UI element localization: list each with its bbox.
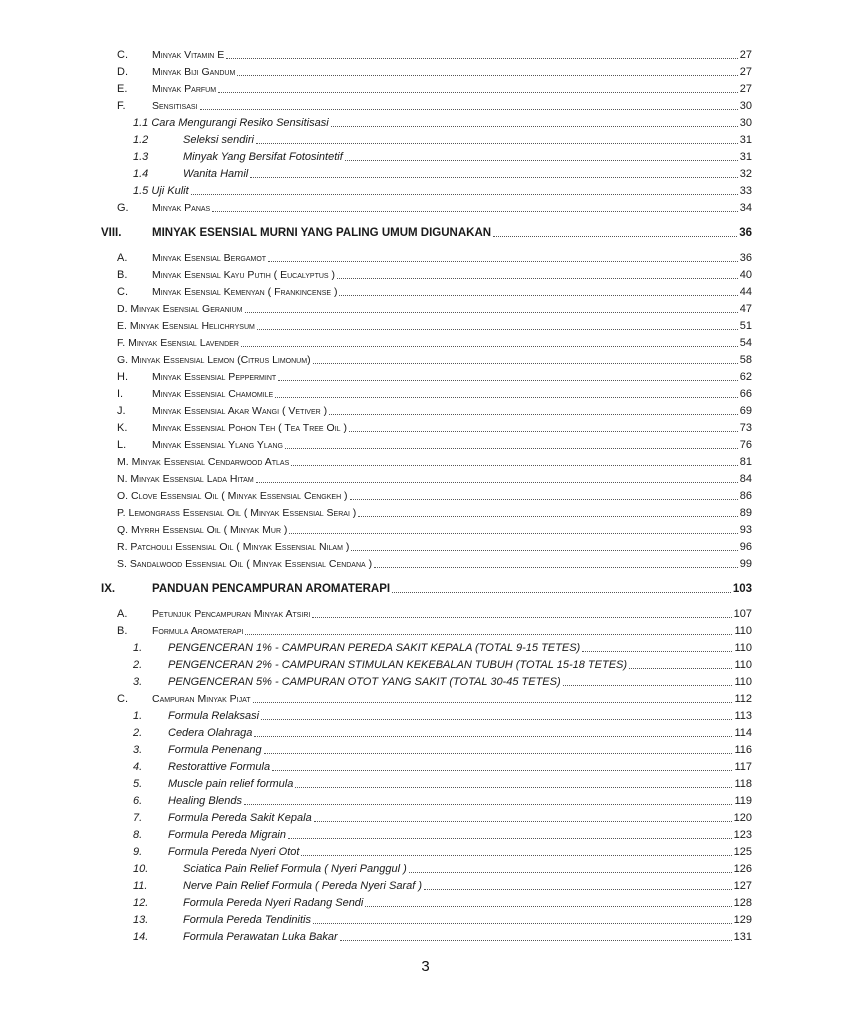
dot-leader bbox=[424, 888, 732, 890]
dot-leader bbox=[365, 905, 731, 907]
toc-title: Minyak Esensial Bergamot bbox=[152, 252, 267, 264]
toc-title: M. Minyak Essensial Cendarwood Atlas bbox=[117, 456, 290, 468]
dot-leader bbox=[314, 820, 732, 822]
dot-leader bbox=[582, 650, 732, 652]
toc-entry[interactable] bbox=[0, 620, 851, 637]
toc-entry[interactable] bbox=[0, 332, 851, 349]
toc-title: Petunjuk Pencampuran Minyak Atsiri bbox=[152, 608, 311, 620]
toc-page-number: 110 bbox=[734, 642, 752, 654]
toc-title: Sensitisasi bbox=[152, 100, 198, 112]
toc-title: R. Patchouli Essensial Oil ( Minyak Essensial Nilam ) bbox=[117, 541, 350, 553]
toc-title: PENGENCERAN 2% - CAMPURAN STIMULAN KEKEBALAN TUBUH (TOTAL 15-18 TETES) bbox=[168, 659, 628, 671]
toc-title: PANDUAN PENCAMPURAN AROMATERAPI bbox=[152, 583, 391, 595]
toc-entry[interactable] bbox=[0, 502, 851, 519]
dot-leader bbox=[200, 108, 738, 110]
toc-page-number: 44 bbox=[739, 286, 752, 298]
toc-page-number: 54 bbox=[739, 337, 752, 349]
toc-title: Formula Pereda Nyeri Otot bbox=[168, 846, 300, 858]
toc-number: A. bbox=[117, 252, 128, 264]
toc-entry[interactable] bbox=[0, 112, 851, 129]
toc-title: Sciatica Pain Relief Formula ( Nyeri Panggul ) bbox=[183, 863, 407, 875]
toc-title: Healing Blends bbox=[168, 795, 242, 807]
toc-number: 1.3 bbox=[133, 151, 149, 163]
toc-number: 2. bbox=[133, 727, 143, 739]
toc-page-number: 126 bbox=[733, 863, 752, 875]
toc-page-number: 120 bbox=[733, 812, 752, 824]
toc-title: P. Lemongrass Essensial Oil ( Minyak Essensial Serai ) bbox=[117, 507, 357, 519]
toc-title: Minyak Esensial Kayu Putih ( Eucalyptus ) bbox=[152, 269, 336, 281]
toc-page-number: 103 bbox=[732, 583, 752, 595]
toc-title: PENGENCERAN 1% - CAMPURAN PEREDA SAKIT KEPALA (TOTAL 9-15 TETES) bbox=[168, 642, 581, 654]
dot-leader bbox=[275, 396, 738, 398]
dot-leader bbox=[337, 277, 738, 279]
toc-page-number: 118 bbox=[734, 778, 752, 790]
dot-leader bbox=[493, 235, 737, 237]
toc-number: C. bbox=[117, 49, 128, 61]
toc-page-number: 69 bbox=[739, 405, 752, 417]
toc-number: 12. bbox=[133, 897, 149, 909]
toc-number: K. bbox=[117, 422, 128, 434]
dot-leader bbox=[253, 701, 733, 703]
toc-title: Minyak Essensial Akar Wangi ( Vetiver ) bbox=[152, 405, 328, 417]
toc-title: D. Minyak Esensial Geranium bbox=[117, 303, 243, 315]
toc-number: 11. bbox=[133, 880, 148, 892]
toc-entry[interactable] bbox=[0, 553, 851, 570]
dot-leader bbox=[301, 854, 731, 856]
toc-title: S. Sandalwood Essensial Oil ( Minyak Essensial Cendana ) bbox=[117, 558, 373, 570]
toc-entry[interactable] bbox=[0, 909, 851, 926]
toc-entry[interactable] bbox=[0, 400, 851, 417]
toc-number: 13. bbox=[133, 914, 149, 926]
toc-number: A. bbox=[117, 608, 128, 620]
toc-page-number: 76 bbox=[739, 439, 752, 451]
toc-page-number: 125 bbox=[733, 846, 752, 858]
toc-entry[interactable] bbox=[0, 468, 851, 485]
dot-leader bbox=[340, 939, 732, 941]
toc-page-number: 31 bbox=[739, 134, 752, 146]
toc-entry[interactable] bbox=[0, 146, 851, 163]
toc-number: 1.2 bbox=[133, 134, 149, 146]
dot-leader bbox=[254, 735, 732, 737]
dot-leader bbox=[409, 871, 732, 873]
toc-page-number: 129 bbox=[733, 914, 752, 926]
toc-number: D. bbox=[117, 66, 128, 78]
toc-title: Formula Pereda Tendinitis bbox=[183, 914, 311, 926]
toc-page-number: 99 bbox=[739, 558, 752, 570]
toc-entry[interactable] bbox=[0, 739, 851, 756]
dot-leader bbox=[331, 125, 738, 127]
toc-title: Formula Pereda Sakit Kepala bbox=[168, 812, 312, 824]
dot-leader bbox=[288, 837, 732, 839]
dot-leader bbox=[312, 616, 731, 618]
toc-number: E. bbox=[117, 83, 128, 95]
toc-entry[interactable] bbox=[0, 61, 851, 78]
toc-page-number: 107 bbox=[733, 608, 752, 620]
toc-page-number: 27 bbox=[739, 49, 752, 61]
toc-title: Minyak Panas bbox=[152, 202, 211, 214]
toc-page-number: 27 bbox=[739, 66, 752, 78]
toc-entry[interactable] bbox=[0, 247, 851, 264]
toc-title: Formula Pereda Migrain bbox=[168, 829, 286, 841]
toc-title: PENGENCERAN 5% - CAMPURAN OTOT YANG SAKIT (TOTAL 30-45 TETES) bbox=[168, 676, 561, 688]
dot-leader bbox=[237, 74, 737, 76]
toc-number: 10. bbox=[133, 863, 149, 875]
toc-entry[interactable] bbox=[0, 78, 851, 95]
toc-number: C. bbox=[117, 693, 128, 705]
toc-entry[interactable] bbox=[0, 383, 851, 400]
toc-page-number: 34 bbox=[739, 202, 752, 214]
toc-title: Minyak Parfum bbox=[152, 83, 217, 95]
dot-leader bbox=[226, 57, 737, 59]
toc-number: H. bbox=[117, 371, 128, 383]
toc-entry[interactable] bbox=[0, 722, 851, 739]
toc-title: Minyak Essensial Chamomile bbox=[152, 388, 274, 400]
toc-entry[interactable] bbox=[0, 315, 851, 332]
dot-leader bbox=[313, 362, 738, 364]
toc-page-number: 86 bbox=[739, 490, 752, 502]
dot-leader bbox=[358, 515, 737, 517]
dot-leader bbox=[339, 294, 737, 296]
toc-number: IX. bbox=[101, 583, 116, 595]
toc-entry[interactable] bbox=[0, 578, 851, 595]
toc-title: Restorattive Formula bbox=[168, 761, 271, 773]
toc-entry[interactable] bbox=[0, 807, 851, 824]
toc-entry[interactable] bbox=[0, 875, 851, 892]
toc-page-number: 128 bbox=[733, 897, 752, 909]
dot-leader bbox=[256, 142, 738, 144]
toc-page-number: 62 bbox=[739, 371, 752, 383]
toc-title: Q. Myrrh Essensial Oil ( Minyak Mur ) bbox=[117, 524, 288, 536]
toc-page-number: 36 bbox=[739, 252, 752, 264]
toc-entry[interactable] bbox=[0, 349, 851, 366]
dot-leader bbox=[629, 667, 732, 669]
dot-leader bbox=[241, 345, 738, 347]
toc-page-number: 51 bbox=[739, 320, 752, 332]
toc-number: J. bbox=[117, 405, 126, 417]
toc-entry[interactable] bbox=[0, 705, 851, 722]
toc-title: 1.1 Cara Mengurangi Resiko Sensitisasi bbox=[133, 117, 329, 129]
toc-entry[interactable] bbox=[0, 926, 851, 943]
toc-number: 7. bbox=[133, 812, 143, 824]
toc-page-number: 127 bbox=[733, 880, 752, 892]
page-number: 3 bbox=[421, 958, 430, 975]
toc-title: Nerve Pain Relief Formula ( Pereda Nyeri Saraf ) bbox=[183, 880, 423, 892]
dot-leader bbox=[212, 210, 738, 212]
dot-leader bbox=[244, 803, 732, 805]
dot-leader bbox=[264, 752, 733, 754]
toc-entry[interactable] bbox=[0, 756, 851, 773]
toc-entry[interactable] bbox=[0, 654, 851, 671]
toc-page-number: 58 bbox=[739, 354, 752, 366]
toc-page-number: 114 bbox=[734, 727, 752, 739]
toc-number: 1.4 bbox=[133, 168, 149, 180]
toc-page-number: 27 bbox=[739, 83, 752, 95]
toc-page-number: 116 bbox=[734, 744, 752, 756]
toc-page-number: 89 bbox=[739, 507, 752, 519]
dot-leader bbox=[256, 481, 738, 483]
dot-leader bbox=[374, 566, 738, 568]
toc-entry[interactable] bbox=[0, 180, 851, 197]
toc-entry[interactable] bbox=[0, 536, 851, 553]
toc-number: VIII. bbox=[101, 227, 122, 239]
toc-title: N. Minyak Essensial Lada Hitam bbox=[117, 473, 254, 485]
toc-entry[interactable] bbox=[0, 264, 851, 281]
toc-entry[interactable] bbox=[0, 824, 851, 841]
toc-number: 3. bbox=[133, 676, 143, 688]
toc-number: C. bbox=[117, 286, 128, 298]
dot-leader bbox=[350, 498, 738, 500]
toc-title: Wanita Hamil bbox=[183, 168, 249, 180]
dot-leader bbox=[349, 430, 738, 432]
toc-number: 3. bbox=[133, 744, 143, 756]
toc-entry[interactable] bbox=[0, 603, 851, 620]
toc-number: 14. bbox=[133, 931, 149, 943]
toc-page-number: 36 bbox=[739, 227, 752, 239]
toc-entry[interactable] bbox=[0, 129, 851, 146]
toc-page-number: 110 bbox=[734, 659, 752, 671]
toc-title: Campuran Minyak Pijat bbox=[152, 693, 251, 705]
toc-page-number: 33 bbox=[739, 185, 752, 197]
dot-leader bbox=[245, 633, 732, 635]
toc-number: F. bbox=[117, 100, 126, 112]
toc-page-number: 30 bbox=[739, 117, 752, 129]
toc-entry[interactable] bbox=[0, 417, 851, 434]
toc-entry[interactable] bbox=[0, 892, 851, 909]
toc-page-number: 66 bbox=[739, 388, 752, 400]
toc-title: Formula Penenang bbox=[168, 744, 262, 756]
toc-title: Minyak Essensial Pohon Teh ( Tea Tree Oil ) bbox=[152, 422, 347, 434]
toc-entry[interactable] bbox=[0, 858, 851, 875]
toc-number: 8. bbox=[133, 829, 143, 841]
dot-leader bbox=[278, 379, 738, 381]
toc-page-number: 110 bbox=[734, 676, 752, 688]
toc-title: Formula Aromaterapi bbox=[152, 625, 244, 637]
toc-title: Minyak Esensial Kemenyan ( Frankincense ) bbox=[152, 286, 338, 298]
toc-page-number: 131 bbox=[733, 931, 752, 943]
dot-leader bbox=[191, 193, 738, 195]
dot-leader bbox=[218, 91, 738, 93]
dot-leader bbox=[313, 922, 732, 924]
toc-entry[interactable] bbox=[0, 95, 851, 112]
toc-title: 1.5 Uji Kulit bbox=[133, 185, 189, 197]
dot-leader bbox=[257, 328, 738, 330]
dot-leader bbox=[285, 447, 738, 449]
toc-number: B. bbox=[117, 269, 128, 281]
toc-page-number: 73 bbox=[739, 422, 752, 434]
toc-page-number: 123 bbox=[733, 829, 752, 841]
toc-title: Formula Relaksasi bbox=[168, 710, 260, 722]
toc-entry[interactable] bbox=[0, 688, 851, 705]
toc-title: Minyak Essensial Ylang Ylang bbox=[152, 439, 283, 451]
toc-page-number: 40 bbox=[739, 269, 752, 281]
toc-number: G. bbox=[117, 202, 129, 214]
toc-title: Cedera Olahraga bbox=[168, 727, 253, 739]
toc-number: B. bbox=[117, 625, 128, 637]
toc-title: E. Minyak Esensial Helichrysum bbox=[117, 320, 255, 332]
toc-number: 2. bbox=[133, 659, 143, 671]
toc-entry[interactable] bbox=[0, 197, 851, 214]
toc-page-number: 110 bbox=[734, 625, 752, 637]
toc-title: G. Minyak Essensial Lemon (Citrus Limonum) bbox=[117, 354, 311, 366]
toc-title: Minyak Essensial Peppermint bbox=[152, 371, 277, 383]
toc-title: Minyak Vitamin E bbox=[152, 49, 225, 61]
toc-page-number: 81 bbox=[739, 456, 752, 468]
toc-entry[interactable] bbox=[0, 451, 851, 468]
toc-number: L. bbox=[117, 439, 127, 451]
dot-leader bbox=[291, 464, 737, 466]
toc-title: MINYAK ESENSIAL MURNI YANG PALING UMUM DIGUNAKAN bbox=[152, 227, 492, 239]
dot-leader bbox=[563, 684, 733, 686]
toc-entry[interactable] bbox=[0, 637, 851, 654]
toc-title: Minyak Biji Gandum bbox=[152, 66, 236, 78]
toc-entry[interactable] bbox=[0, 163, 851, 180]
toc-entry[interactable] bbox=[0, 773, 851, 790]
toc-page-number: 96 bbox=[739, 541, 752, 553]
dot-leader bbox=[250, 176, 738, 178]
toc-entry[interactable] bbox=[0, 434, 851, 451]
toc-title: Seleksi sendiri bbox=[183, 134, 254, 146]
toc-title: Minyak Yang Bersifat Fotosintetif bbox=[183, 151, 343, 163]
toc-page-number: 117 bbox=[734, 761, 752, 773]
dot-leader bbox=[295, 786, 732, 788]
toc-page-number: 112 bbox=[734, 693, 752, 705]
toc-page-number: 32 bbox=[739, 168, 752, 180]
toc-page-number: 47 bbox=[739, 303, 752, 315]
toc-entry[interactable] bbox=[0, 790, 851, 807]
dot-leader bbox=[289, 532, 737, 534]
dot-leader bbox=[345, 159, 738, 161]
toc-number: 5. bbox=[133, 778, 143, 790]
toc-entry[interactable] bbox=[0, 519, 851, 536]
toc-entry[interactable] bbox=[0, 841, 851, 858]
toc-title: Formula Pereda Nyeri Radang Sendi bbox=[183, 897, 364, 909]
dot-leader bbox=[392, 591, 731, 593]
toc-entry[interactable] bbox=[0, 485, 851, 502]
toc-number: 6. bbox=[133, 795, 143, 807]
toc-page-number: 93 bbox=[739, 524, 752, 536]
dot-leader bbox=[272, 769, 732, 771]
toc-title: F. Minyak Esensial Lavender bbox=[117, 337, 239, 349]
toc-entry[interactable] bbox=[0, 44, 851, 61]
toc-title: Muscle pain relief formula bbox=[168, 778, 294, 790]
toc-page-number: 113 bbox=[734, 710, 752, 722]
dot-leader bbox=[351, 549, 737, 551]
toc-title: O. Clove Essensial Oil ( Minyak Essensial Cengkeh ) bbox=[117, 490, 348, 502]
dot-leader bbox=[245, 311, 738, 313]
toc-entry[interactable] bbox=[0, 281, 851, 298]
toc-number: 9. bbox=[133, 846, 143, 858]
toc-entry[interactable] bbox=[0, 671, 851, 688]
toc-number: 1. bbox=[133, 642, 143, 654]
toc-entry[interactable] bbox=[0, 222, 851, 239]
toc-number: 4. bbox=[133, 761, 143, 773]
toc-entry[interactable] bbox=[0, 298, 851, 315]
toc-page-number: 30 bbox=[739, 100, 752, 112]
toc-title: Formula Perawatan Luka Bakar bbox=[183, 931, 338, 943]
toc-number: I. bbox=[117, 388, 124, 400]
toc-page-number: 119 bbox=[734, 795, 752, 807]
toc-page-number: 84 bbox=[739, 473, 752, 485]
dot-leader bbox=[268, 260, 738, 262]
toc-number: 1. bbox=[133, 710, 143, 722]
dot-leader bbox=[329, 413, 738, 415]
toc-page-number: 31 bbox=[739, 151, 752, 163]
dot-leader bbox=[261, 718, 732, 720]
toc-entry[interactable] bbox=[0, 366, 851, 383]
